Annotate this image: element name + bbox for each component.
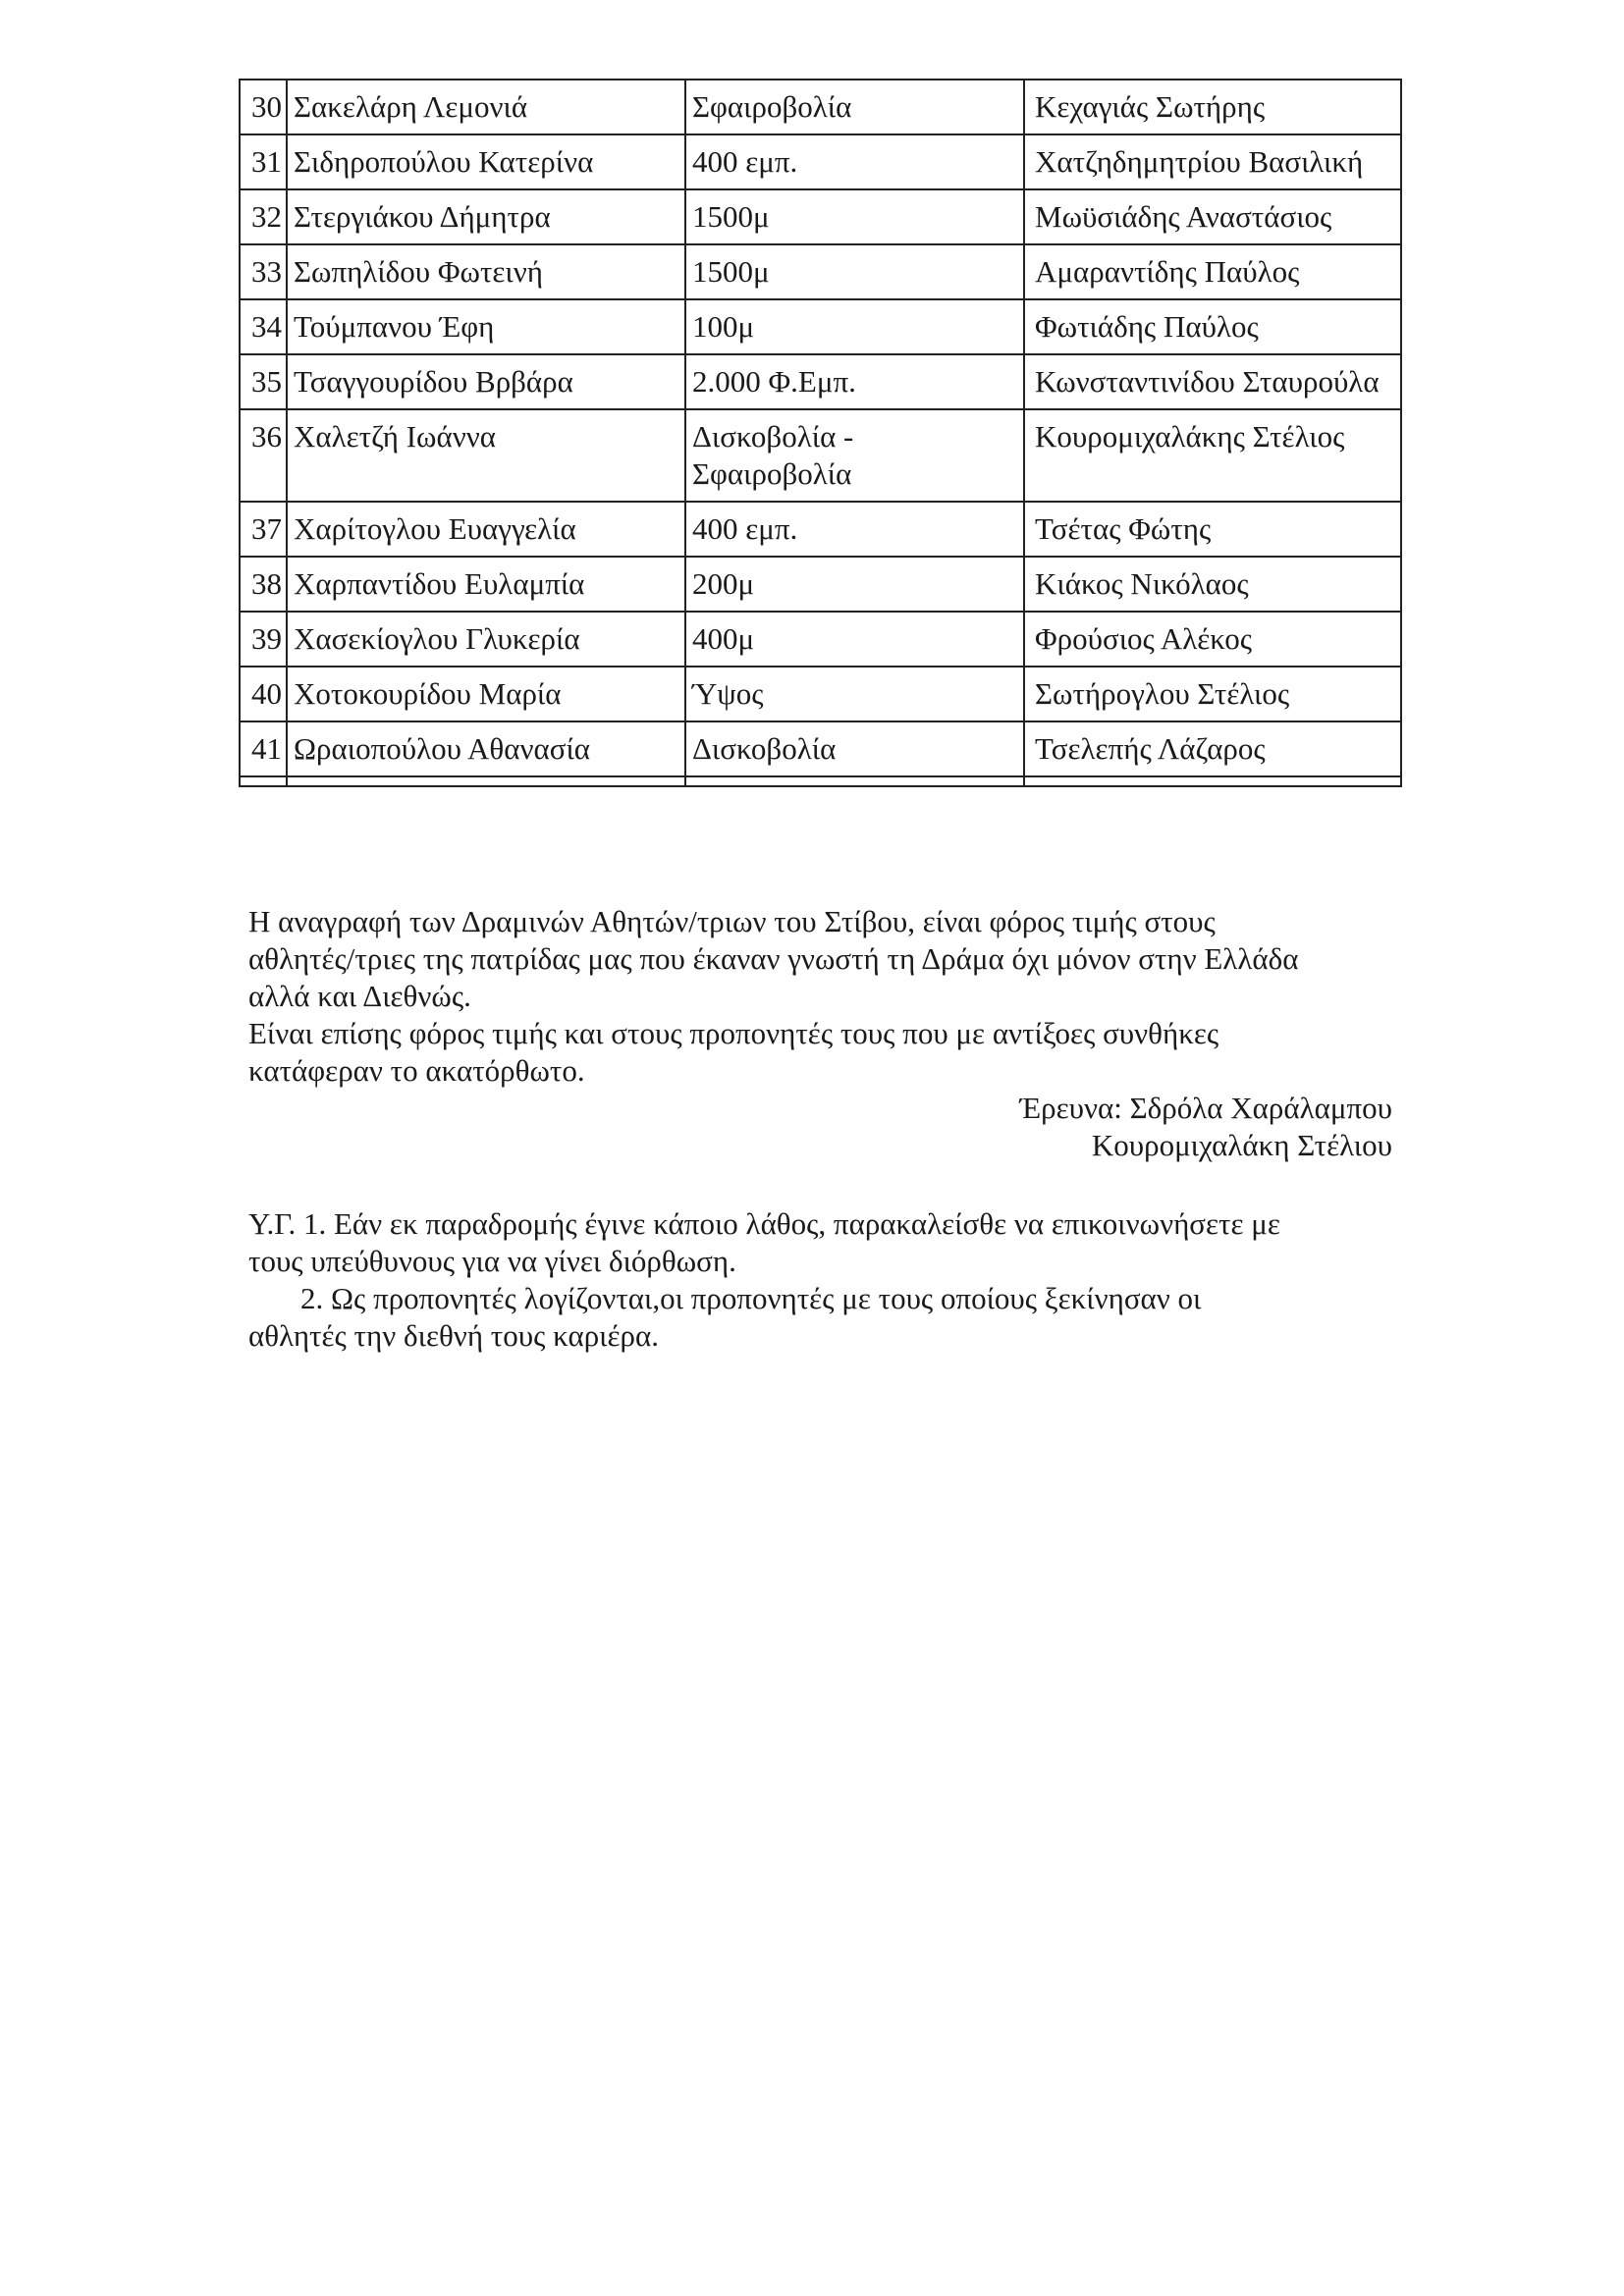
table-row [240,299,1401,354]
empty-table-row [240,776,1401,786]
athlete-name: Σακελάρη Λεμονιά [287,80,685,134]
research-signature [1020,1090,1392,1164]
row-number: 40 [240,667,287,721]
row-number: 30 [240,80,287,134]
coach-name: Αμαραντίδης Παύλος [1024,244,1401,299]
athlete-event: Δισκοβολία [685,721,1024,776]
athlete-event: 400 εμπ. [685,134,1024,189]
coach-name: Κωνσταντινίδου Σταυρούλα [1024,354,1401,409]
table-row [240,721,1401,776]
table-row [240,667,1401,721]
table-row [240,612,1401,667]
signature-line: Κουρομιχαλάκη Στέλιου [1091,1128,1392,1162]
signature-line: Έρευνα: Σδρόλα Χαράλαμπου [1019,1091,1392,1125]
coach-name: Χατζηδημητρίου Βασιλική [1024,134,1401,189]
table-row [240,502,1401,557]
intro-paragraph [248,903,1395,1090]
coach-name: Κουρομιχαλάκης Στέλιος [1024,409,1401,502]
row-number: 35 [240,354,287,409]
table-row [240,409,1401,502]
athletes-table [239,79,1402,787]
intro-line: αθλητές/τριες της πατρίδας μας που έκαναν γνωστή τη Δράμα όχι μόνον στην Ελλάδα [248,941,1299,976]
athlete-name: Χαρίτογλου Ευαγγελία [287,502,685,557]
athlete-event: 2.000 Φ.Εμπ. [685,354,1024,409]
coach-name: Φωτιάδης Παύλος [1024,299,1401,354]
athlete-event: 200μ [685,557,1024,612]
row-number: 34 [240,299,287,354]
coach-name: Μωϋσιάδης Αναστάσιος [1024,189,1401,244]
athlete-name: Χασεκίογλου Γλυκερία [287,612,685,667]
athlete-event: 1500μ [685,244,1024,299]
empty-cell [240,776,287,786]
athlete-name: Τούμπανου Έφη [287,299,685,354]
athlete-event: Σφαιροβολία [685,80,1024,134]
athlete-name: Σωπηλίδου Φωτεινή [287,244,685,299]
athlete-event: 100μ [685,299,1024,354]
row-number: 37 [240,502,287,557]
coach-name: Κιάκος Νικόλαος [1024,557,1401,612]
empty-cell [287,776,685,786]
athlete-event: 1500μ [685,189,1024,244]
table-row [240,80,1401,134]
row-number: 39 [240,612,287,667]
table-row [240,244,1401,299]
row-number: 38 [240,557,287,612]
note-line: αθλητές την διεθνή τους καριέρα. [248,1318,660,1353]
intro-line: αλλά και Διεθνώς. [248,979,471,1013]
row-number: 32 [240,189,287,244]
athlete-name: Ωραιοπούλου Αθανασία [287,721,685,776]
table-row [240,557,1401,612]
note-line: 2. Ως προπονητές λογίζονται,οι προπονητές με τους οποίους ξεκίνησαν οι [300,1281,1202,1315]
athlete-name: Χαλετζή Ιωάννα [287,409,685,502]
empty-cell [685,776,1024,786]
intro-line: κατάφεραν το ακατόρθωτο. [248,1053,585,1088]
coach-name: Τσελεπής Λάζαρος [1024,721,1401,776]
intro-line: Η αναγραφή των Δραμινών Αθητών/τριων του Στίβου, είναι φόρος τιμής στους [248,904,1216,938]
table-row [240,189,1401,244]
postscript-notes [248,1205,1395,1355]
row-number: 41 [240,721,287,776]
table-row [240,354,1401,409]
table-row [240,134,1401,189]
coach-name: Φρούσιος Αλέκος [1024,612,1401,667]
empty-cell [1024,776,1401,786]
athlete-name: Χαρπαντίδου Ευλαμπία [287,557,685,612]
row-number: 36 [240,409,287,502]
coach-name: Τσέτας Φώτης [1024,502,1401,557]
athlete-name: Χοτοκουρίδου Μαρία [287,667,685,721]
athlete-name: Στεργιάκου Δήμητρα [287,189,685,244]
row-number: 31 [240,134,287,189]
athlete-name: Σιδηροπούλου Κατερίνα [287,134,685,189]
athlete-name: Τσαγγουρίδου Βρβάρα [287,354,685,409]
coach-name: Σωτήρογλου Στέλιος [1024,667,1401,721]
note-line: τους υπεύθυνους για να γίνει διόρθωση. [248,1244,736,1278]
athlete-event: Ύψος [685,667,1024,721]
note-line: Υ.Γ. 1. Εάν εκ παραδρομής έγινε κάποιο λάθος, παρακαλείσθε να επικοινωνήσετε με [248,1206,1280,1241]
intro-line: Είναι επίσης φόρος τιμής και στους προπονητές τους που με αντίξοες συνθήκες [248,1016,1219,1050]
athlete-event: 400μ [685,612,1024,667]
athlete-event: 400 εμπ. [685,502,1024,557]
athlete-event: Δισκοβολία - Σφαιροβολία [685,409,1024,502]
row-number: 33 [240,244,287,299]
coach-name: Κεχαγιάς Σωτήρης [1024,80,1401,134]
